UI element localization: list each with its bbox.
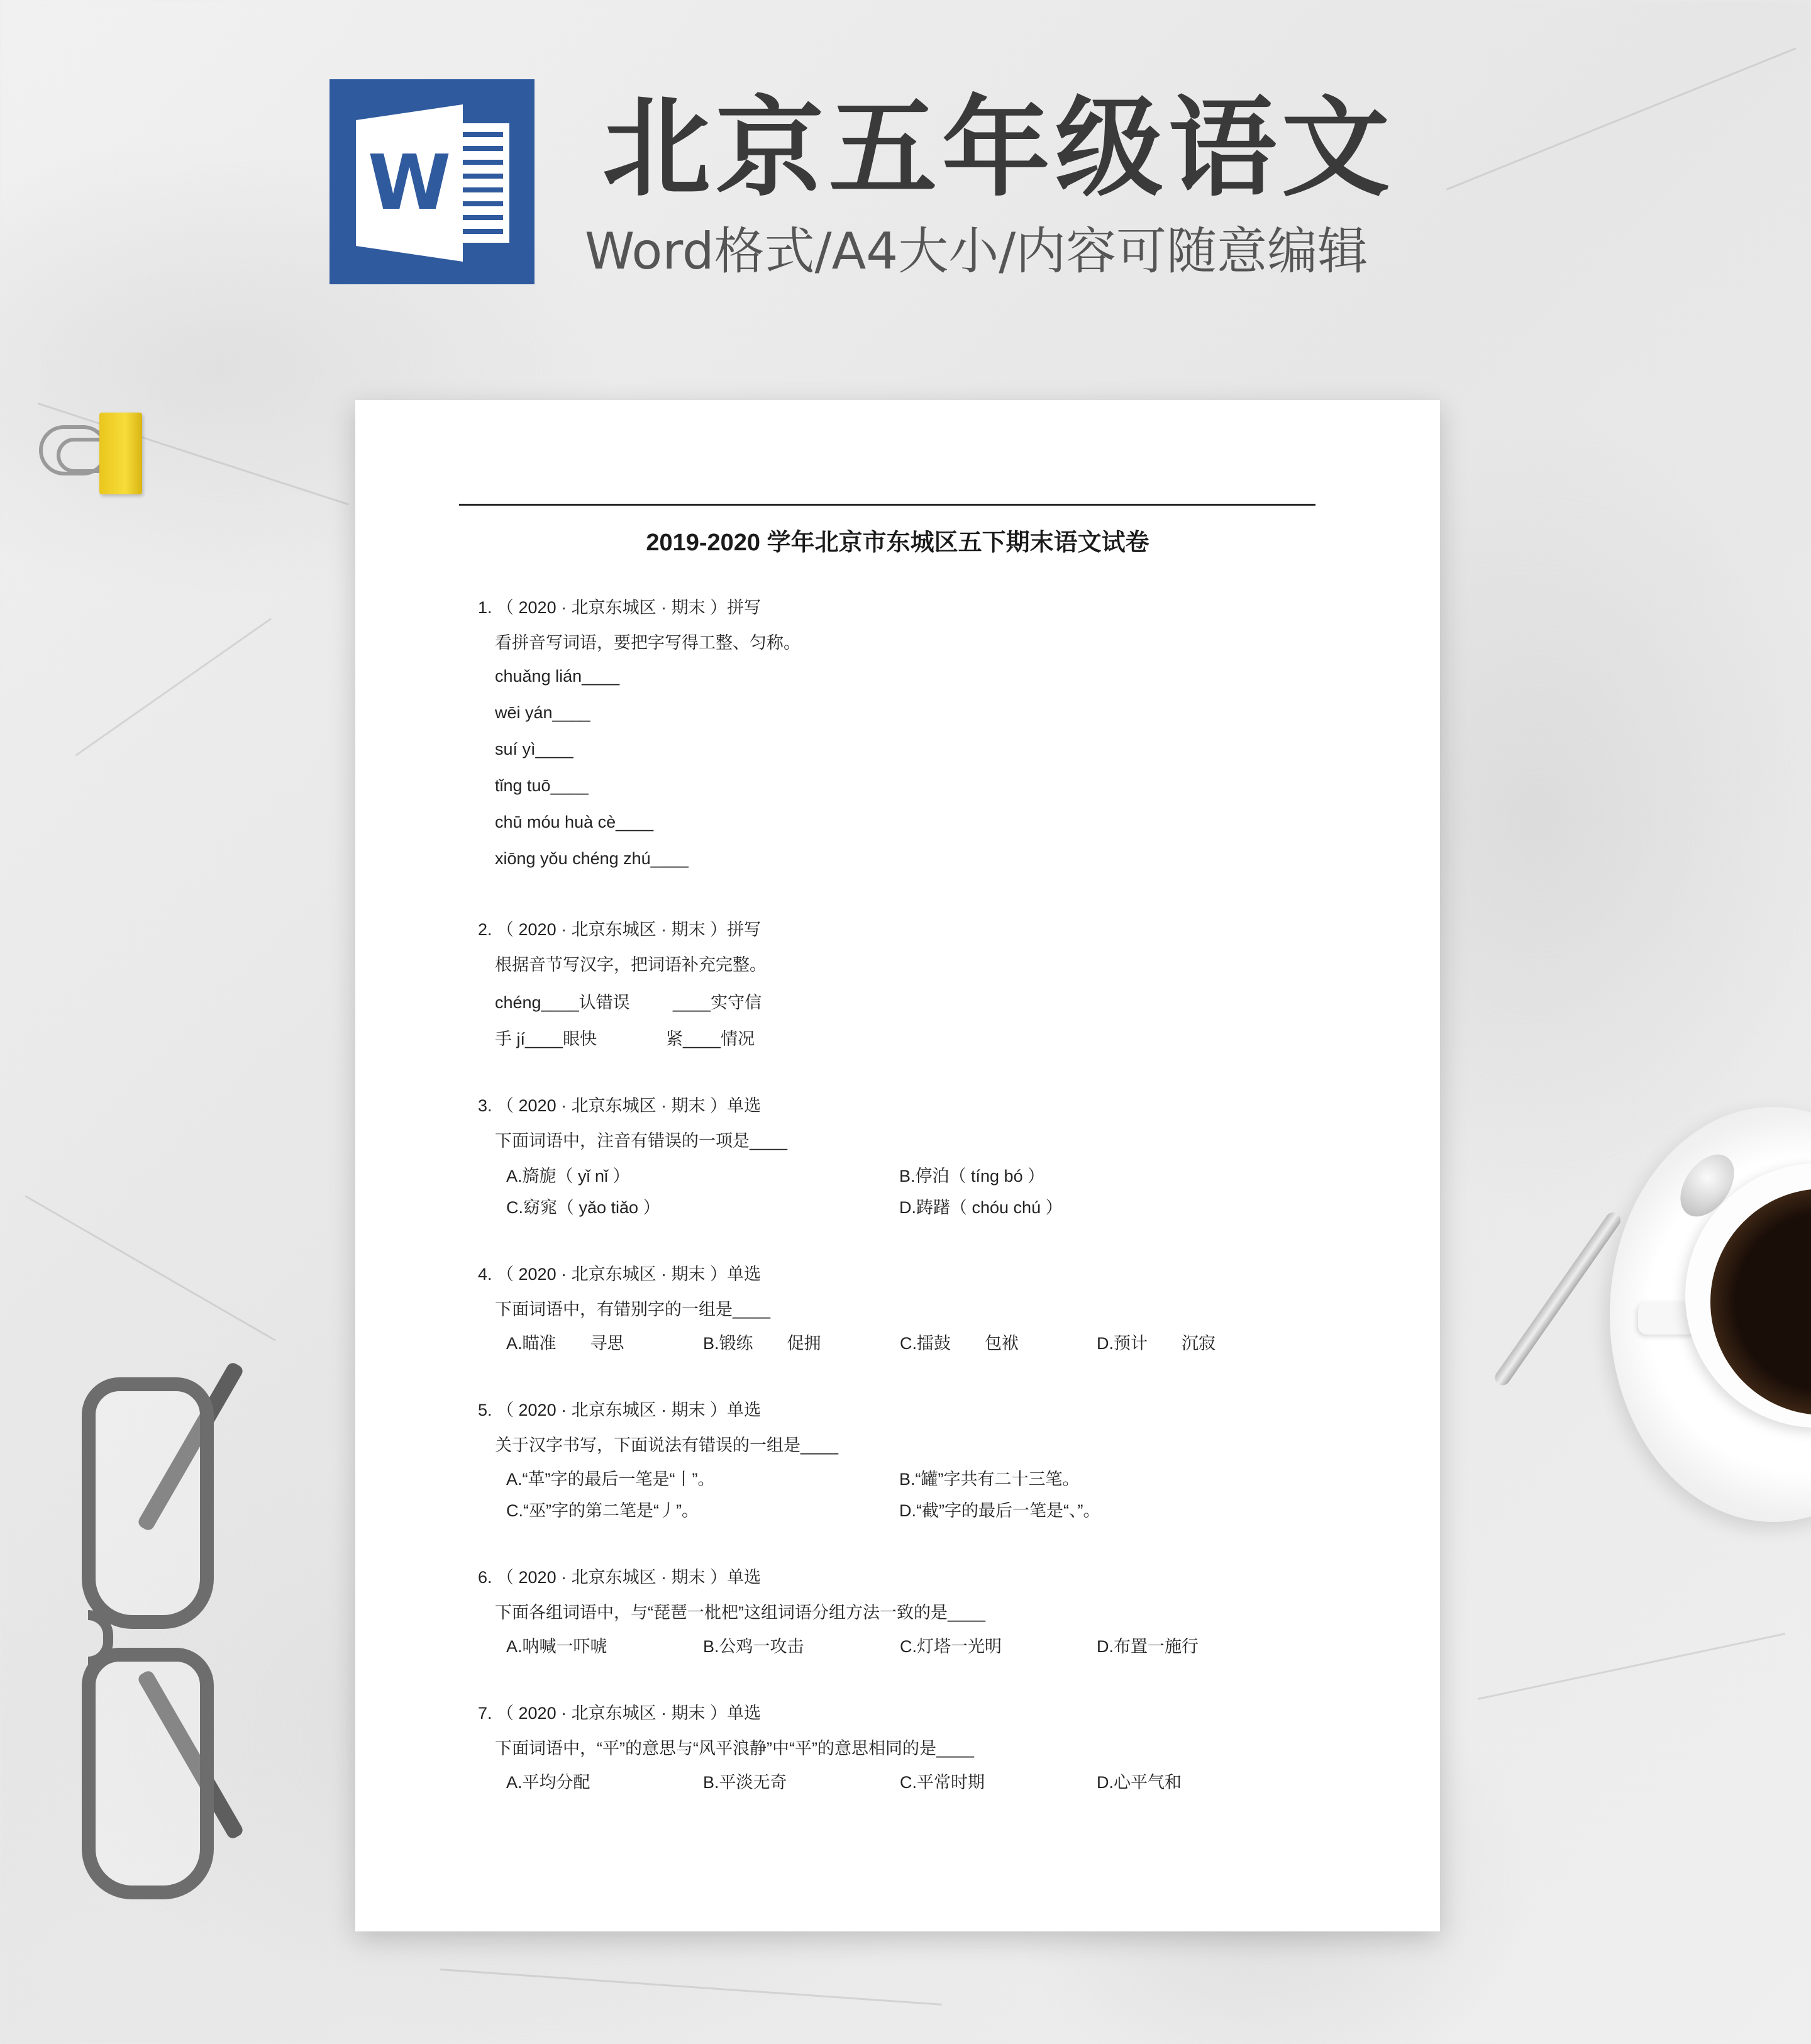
answer-line: chuǎng lián____ bbox=[495, 667, 620, 686]
document-title: 2019-2020 学年北京市东城区五下期末语文试卷 bbox=[646, 530, 1149, 556]
marble-vein bbox=[440, 1969, 942, 2006]
word-logo-icon bbox=[330, 79, 534, 284]
marble-vein bbox=[1478, 1633, 1786, 1700]
banner-title: 北京五年级语文 bbox=[602, 85, 1395, 211]
glasses-lens-icon bbox=[82, 1648, 214, 1899]
option-a: A.旖旎（ yǐ nǐ ） bbox=[506, 1167, 630, 1186]
question-header: 1. （ 2020 · 北京东城区 · 期末 ）拼写 bbox=[478, 598, 762, 617]
option-b: B.锻练 促拥 bbox=[703, 1334, 821, 1353]
glasses-lens-icon bbox=[82, 1377, 214, 1629]
option-b: B.公鸡一攻击 bbox=[703, 1637, 804, 1656]
banner-subtitle: Word格式/A4大小/内容可随意编辑 bbox=[585, 222, 1368, 280]
option-c: C.擂鼓 包袱 bbox=[900, 1334, 1019, 1353]
marble-vein bbox=[25, 1195, 276, 1341]
question-stem: 根据音节写汉字，把词语补充完整。 bbox=[495, 955, 767, 974]
answer-line: 紧____情况 bbox=[666, 1030, 755, 1048]
option-c: C.灯塔一光明 bbox=[900, 1637, 1002, 1656]
answer-line: tǐng tuō____ bbox=[495, 776, 589, 795]
spoon-icon bbox=[1492, 1209, 1624, 1388]
marble-vein bbox=[75, 618, 272, 756]
answer-line: suí yì____ bbox=[495, 740, 573, 758]
document-page bbox=[355, 400, 1440, 1931]
header-rule bbox=[459, 504, 1315, 506]
question-stem: 下面各组词语中，与“琵琶一枇杷”这组词语分组方法一致的是____ bbox=[495, 1603, 986, 1622]
option-d: D.心平气和 bbox=[1097, 1773, 1182, 1792]
marble-vein bbox=[1446, 47, 1796, 191]
question-stem: 下面词语中，有错别字的一组是____ bbox=[495, 1300, 771, 1319]
option-d: D.预计 沉寂 bbox=[1097, 1334, 1216, 1353]
answer-line: 手 jí____眼快 bbox=[495, 1030, 597, 1048]
option-b: B.“罐”字共有二十三笔。 bbox=[899, 1470, 1080, 1489]
binder-clip-icon bbox=[99, 413, 142, 494]
option-b: B.停泊（ tíng bó ） bbox=[899, 1167, 1045, 1186]
question-header: 7. （ 2020 · 北京东城区 · 期末 ）单选 bbox=[478, 1704, 762, 1723]
option-d: D.踌躇（ chóu chú ） bbox=[899, 1198, 1063, 1217]
question-header: 6. （ 2020 · 北京东城区 · 期末 ）单选 bbox=[478, 1568, 762, 1587]
answer-line: chū móu huà cè____ bbox=[495, 813, 654, 831]
question-header: 2. （ 2020 · 北京东城区 · 期末 ）拼写 bbox=[478, 920, 762, 939]
answer-line: wēi yán____ bbox=[495, 703, 590, 722]
question-header: 3. （ 2020 · 北京东城区 · 期末 ）单选 bbox=[478, 1096, 762, 1115]
option-a: A.平均分配 bbox=[506, 1773, 590, 1792]
question-stem: 下面词语中，注音有错误的一项是____ bbox=[495, 1131, 788, 1150]
option-c: C.窈窕（ yǎo tiǎo ） bbox=[506, 1198, 660, 1217]
question-stem: 看拼音写词语，要把字写得工整、匀称。 bbox=[495, 633, 800, 652]
question-header: 4. （ 2020 · 北京东城区 · 期末 ）单选 bbox=[478, 1265, 762, 1284]
option-d: D.“截”字的最后一笔是“、”。 bbox=[899, 1501, 1100, 1520]
option-a: A.“革”字的最后一笔是“丨”。 bbox=[506, 1470, 715, 1489]
option-b: B.平淡无奇 bbox=[703, 1773, 787, 1792]
option-c: C.平常时期 bbox=[900, 1773, 985, 1792]
option-a: A.呐喊一吓唬 bbox=[506, 1637, 607, 1656]
question-stem: 关于汉字书写，下面说法有错误的一组是____ bbox=[495, 1436, 839, 1455]
answer-line: chéng____认错误 bbox=[495, 993, 630, 1012]
option-d: D.布置一施行 bbox=[1097, 1637, 1199, 1656]
answer-line: xiōng yǒu chéng zhú____ bbox=[495, 849, 689, 868]
answer-line: ____实守信 bbox=[673, 993, 762, 1012]
question-stem: 下面词语中，“平”的意思与“风平浪静”中“平”的意思相同的是____ bbox=[495, 1739, 975, 1758]
word-logo-letter: W bbox=[367, 139, 451, 227]
question-header: 5. （ 2020 · 北京东城区 · 期末 ）单选 bbox=[478, 1401, 762, 1419]
option-a: A.瞄准 寻思 bbox=[506, 1334, 624, 1353]
option-c: C.“巫”字的第二笔是“丿”。 bbox=[506, 1501, 699, 1520]
